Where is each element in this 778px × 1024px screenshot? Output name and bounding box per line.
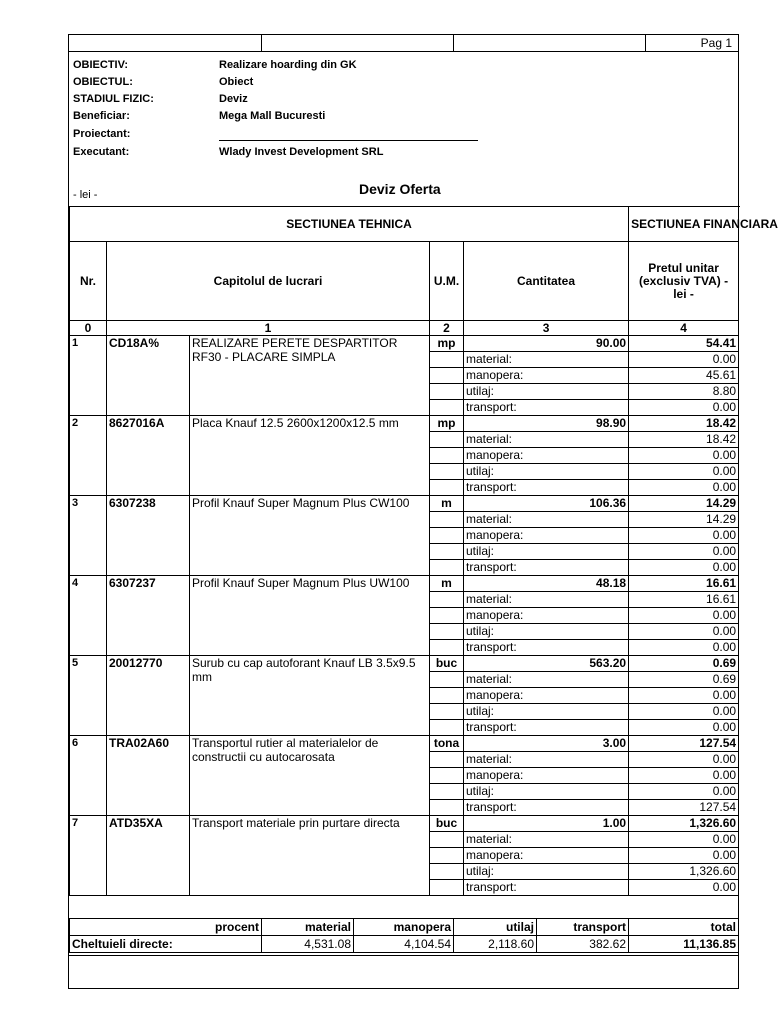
subitem-spacer [430,864,464,880]
subitem-label: material: [464,832,629,848]
subitem-spacer [430,768,464,784]
subitem-label: material: [464,352,629,368]
subitem-label: transport: [464,880,629,896]
subitem-spacer [430,448,464,464]
subitem-unit-price: 0.00 [629,352,739,368]
subitem-label: manopera: [464,768,629,784]
subitem-spacer [430,672,464,688]
subitem-unit-price: 0.00 [629,448,739,464]
subitem-label: transport: [464,720,629,736]
item-code: 20012770 [107,656,190,736]
subitem-unit-price: 1,326.60 [629,864,739,880]
top-line [69,35,738,52]
subitem-unit-price: 0.00 [629,560,739,576]
subitem-unit-price: 18.42 [629,432,739,448]
item-code: 6307238 [107,496,190,576]
subitem-spacer [430,432,464,448]
totals-utilaj: 2,118.60 [454,936,537,953]
item-quantity: 3.00 [464,736,629,752]
subitem-label: material: [464,672,629,688]
item-row [70,416,739,432]
totals-total: 11,136.85 [629,936,739,953]
item-unit-price: 0.69 [629,656,739,672]
subitem-spacer [430,480,464,496]
subitem-label: utilaj: [464,384,629,400]
item-description: REALIZARE PERETE DESPARTITOR RF30 - PLACARE SIMPLA [190,336,430,416]
subitem-label: manopera: [464,528,629,544]
subitem-unit-price: 0.00 [629,400,739,416]
totals-header-utilaj: utilaj [454,919,537,936]
num-1: 1 [107,321,430,336]
value-obiectiv: Realizare hoarding din GK [219,59,357,71]
item-row [70,576,739,592]
item-unit-price: 127.54 [629,736,739,752]
subitem-spacer [430,752,464,768]
subitem-unit-price: 0.00 [629,704,739,720]
item-um: m [430,576,464,592]
subitem-spacer [430,512,464,528]
col-capitol: Capitolul de lucrari [107,242,430,321]
section-technical: SECTIUNEA TEHNICA [70,207,629,242]
subitem-label: transport: [464,480,629,496]
section-financial: SECTIUNEA FINANCIARA [629,207,739,242]
subitem-unit-price: 0.00 [629,832,739,848]
item-um: tona [430,736,464,752]
subitem-label: utilaj: [464,864,629,880]
subitem-unit-price: 0.00 [629,768,739,784]
item-quantity: 563.20 [464,656,629,672]
label-proiectant: Proiectant: [73,128,131,140]
col-cantitate: Cantitatea [464,242,629,321]
subitem-spacer [430,384,464,400]
item-row [70,816,739,832]
subitem-label: material: [464,432,629,448]
subitem-unit-price: 0.00 [629,848,739,864]
estimate-table [69,206,778,896]
item-row [70,496,739,512]
subitem-spacer [430,464,464,480]
subitem-label: material: [464,752,629,768]
item-description: Transportul rutier al materialelor de constructii cu autocarosata [190,736,430,816]
item-um: buc [430,816,464,832]
subitem-label: utilaj: [464,464,629,480]
value-obiectul: Obiect [219,76,254,88]
subitem-spacer [430,528,464,544]
item-nr: 1 [70,336,107,416]
item-nr: 4 [70,576,107,656]
item-quantity: 48.18 [464,576,629,592]
subitem-unit-price: 0.69 [629,672,739,688]
item-quantity: 90.00 [464,336,629,352]
subitem-spacer [430,880,464,896]
subitem-label: manopera: [464,608,629,624]
subitem-spacer [430,400,464,416]
subitem-unit-price: 0.00 [629,608,739,624]
subitem-unit-price: 0.00 [629,688,739,704]
item-description: Profil Knauf Super Magnum Plus UW100 [190,576,430,656]
totals-material: 4,531.08 [262,936,354,953]
value-beneficiar: Mega Mall Bucuresti [219,110,326,122]
bottom-separator [69,955,738,956]
totals-manopera: 4,104.54 [354,936,454,953]
subitem-unit-price: 8.80 [629,384,739,400]
label-obiectul: OBIECTUL: [73,76,133,88]
col-nr: Nr. [70,242,107,321]
totals-header-total: total [629,919,739,936]
item-quantity: 1.00 [464,816,629,832]
item-unit-price: 16.61 [629,576,739,592]
item-code: TRA02A60 [107,736,190,816]
subitem-unit-price: 0.00 [629,640,739,656]
subitem-label: transport: [464,560,629,576]
value-executant: Wlady Invest Development SRL [219,146,384,158]
label-stadiul: STADIUL FIZIC: [73,93,154,105]
item-description: Transport materiale prin purtare directa [190,816,430,896]
subitem-label: manopera: [464,448,629,464]
item-nr: 6 [70,736,107,816]
totals-header-transport: transport [537,919,629,936]
subitem-label: utilaj: [464,624,629,640]
subitem-spacer [430,592,464,608]
subitem-label: manopera: [464,688,629,704]
item-quantity: 98.90 [464,416,629,432]
item-row [70,336,739,352]
col-pret-unitar: Pretul unitar (exclusiv TVA) - lei - [629,242,739,321]
item-unit-price: 14.29 [629,496,739,512]
subitem-spacer [430,704,464,720]
currency-label: - lei - [73,189,98,201]
item-um: m [430,496,464,512]
subitem-unit-price: 0.00 [629,464,739,480]
subitem-spacer [430,640,464,656]
subitem-spacer [430,800,464,816]
item-nr: 3 [70,496,107,576]
item-quantity: 106.36 [464,496,629,512]
subitem-unit-price: 0.00 [629,784,739,800]
subitem-unit-price: 0.00 [629,480,739,496]
item-description: Placa Knauf 12.5 2600x1200x12.5 mm [190,416,430,496]
item-description: Profil Knauf Super Magnum Plus CW100 [190,496,430,576]
subitem-spacer [430,352,464,368]
subitem-spacer [430,848,464,864]
subitem-label: transport: [464,400,629,416]
item-description: Surub cu cap autoforant Knauf LB 3.5x9.5 mm [190,656,430,736]
totals-table [69,918,739,953]
totals-header-material: material [262,919,354,936]
label-beneficiar: Beneficiar: [73,110,130,122]
subitem-spacer [430,688,464,704]
totals-header-procent: procent [70,919,262,936]
subitem-unit-price: 14.29 [629,512,739,528]
subitem-label: material: [464,592,629,608]
item-nr: 2 [70,416,107,496]
subitem-unit-price: 0.00 [629,752,739,768]
subitem-unit-price: 0.00 [629,720,739,736]
item-unit-price: 54.41 [629,336,739,352]
subitem-label: manopera: [464,368,629,384]
subitem-unit-price: 0.00 [629,880,739,896]
totals-label: Cheltuieli directe: [70,936,262,953]
item-um: buc [430,656,464,672]
subitem-label: manopera: [464,848,629,864]
item-nr: 5 [70,656,107,736]
subitem-spacer [430,832,464,848]
subitem-spacer [430,720,464,736]
num-0: 0 [70,321,107,336]
subitem-spacer [430,560,464,576]
col-um: U.M. [430,242,464,321]
subitem-spacer [430,784,464,800]
subitem-unit-price: 0.00 [629,528,739,544]
subitem-label: utilaj: [464,784,629,800]
item-row [70,656,739,672]
item-unit-price: 18.42 [629,416,739,432]
item-code: 6307237 [107,576,190,656]
page-number: Pag 1 [700,36,732,50]
value-stadiul: Deviz [219,93,248,105]
subitem-label: utilaj: [464,704,629,720]
subitem-unit-price: 0.00 [629,624,739,640]
item-code: CD18A% [107,336,190,416]
item-row [70,736,739,752]
subitem-label: material: [464,512,629,528]
item-code: ATD35XA [107,816,190,896]
subitem-unit-price: 45.61 [629,368,739,384]
subitem-unit-price: 16.61 [629,592,739,608]
subitem-unit-price: 127.54 [629,800,739,816]
proiectant-underline [219,140,478,141]
num-2: 2 [430,321,464,336]
subitem-spacer [430,544,464,560]
item-um: mp [430,416,464,432]
document-title: Deviz Oferta [359,181,441,197]
item-um: mp [430,336,464,352]
num-4: 4 [629,321,739,336]
item-unit-price: 1,326.60 [629,816,739,832]
subitem-label: transport: [464,640,629,656]
subitem-spacer [430,608,464,624]
subitem-spacer [430,368,464,384]
subitem-label: utilaj: [464,544,629,560]
subitem-spacer [430,624,464,640]
subitem-label: transport: [464,800,629,816]
item-code: 8627016A [107,416,190,496]
num-3: 3 [464,321,629,336]
totals-transport: 382.62 [537,936,629,953]
document-page [68,34,778,989]
label-obiectiv: OBIECTIV: [73,59,129,71]
subitem-unit-price: 0.00 [629,544,739,560]
label-executant: Executant: [73,146,130,158]
totals-header-manopera: manopera [354,919,454,936]
item-nr: 7 [70,816,107,896]
